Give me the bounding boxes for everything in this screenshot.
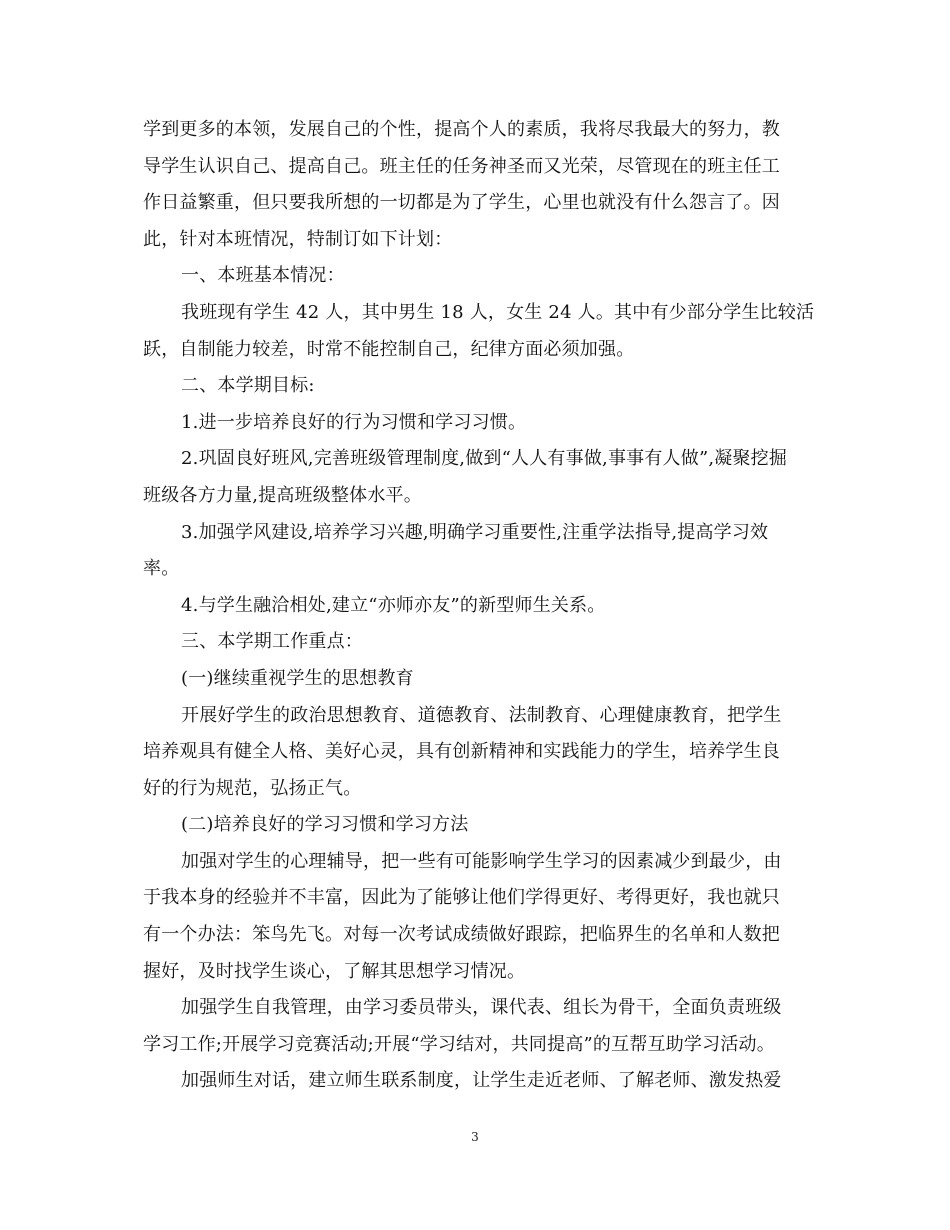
text-line: 班级各方力量,提高班级整体水平。: [143, 484, 422, 506]
text-line: 导学生认识自己、提高自己。班主任的任务神圣而又光荣，尽管现在的班主任工: [143, 155, 780, 177]
text-line: 于我本身的经验并不丰富，因此为了能够让他们学得更好、考得更好，我也就只: [143, 887, 780, 909]
text-line: 此，针对本班情况，特制订如下计划：: [143, 228, 453, 250]
text-line: 开展好学生的政治思想教育、道德教育、法制教育、心理健康教育，把学生: [181, 704, 782, 726]
text-line: 1.进一步培养良好的行为习惯和学习习惯。: [181, 411, 527, 433]
text-line: 跃，自制能力较差，时常不能控制自己，纪律方面必须加强。: [143, 338, 635, 360]
text-line: (二)培养良好的学习习惯和学习方法: [181, 814, 469, 836]
text-line: 率。: [143, 558, 180, 580]
document-body: [143, 112, 815, 1100]
text-line: 一、本班基本情况：: [181, 265, 345, 287]
text-line: 培养观具有健全人格、美好心灵，具有创新精神和实践能力的学生，培养学生良: [143, 741, 780, 763]
text-line: 三、本学期工作重点：: [181, 631, 363, 653]
text-line: 4.与学生融洽相处,建立“亦师亦友”的新型师生关系。: [181, 594, 606, 616]
text-line: 作日益繁重，但只要我所想的一切都是为了学生，心里也就没有什么怨言了。因: [143, 192, 780, 214]
text-line: 加强师生对话，建立师生联系制度，让学生走近老师、了解老师、激发热爱: [181, 1070, 782, 1092]
text-line: 好的行为规范，弘扬正气。: [143, 777, 362, 799]
text-line: (一)继续重视学生的思想教育: [181, 667, 414, 689]
text-line: 3.加强学风建设,培养学习兴趣,明确学习重要性,注重学法指导,提高学习效: [181, 521, 769, 543]
text-line: 学到更多的本领，发展自己的个性，提高个人的素质，我将尽我最大的努力，教: [143, 119, 780, 140]
page-number: 3: [471, 1130, 479, 1144]
text-line: 二、本学期目标:: [181, 375, 315, 397]
text-line: 加强学生自我管理，由学习委员带头，课代表、组长为骨干，全面负责班级: [181, 997, 782, 1019]
text-line: 有一个办法：笨鸟先飞。对每一次考试成绩做好跟踪，把临界生的名单和人数把: [143, 924, 780, 946]
text-line: 握好，及时找学生谈心，了解其思想学习情况。: [143, 960, 526, 982]
text-line: 加强对学生的心理辅导，把一些有可能影响学生学习的因素减少到最少，由: [181, 850, 782, 872]
text-line: 我班现有学生 42 人，其中男生 18 人，女生 24 人。其中有少部分学生比较活: [181, 301, 815, 323]
text-line: 学习工作;开展学习竞赛活动;开展“学习结对，共同提高”的互帮互助学习活动。: [143, 1033, 775, 1055]
text-line: 2.巩固良好班风,完善班级管理制度,做到“人人有事做,事事有人做”,凝聚挖掘: [181, 448, 788, 470]
